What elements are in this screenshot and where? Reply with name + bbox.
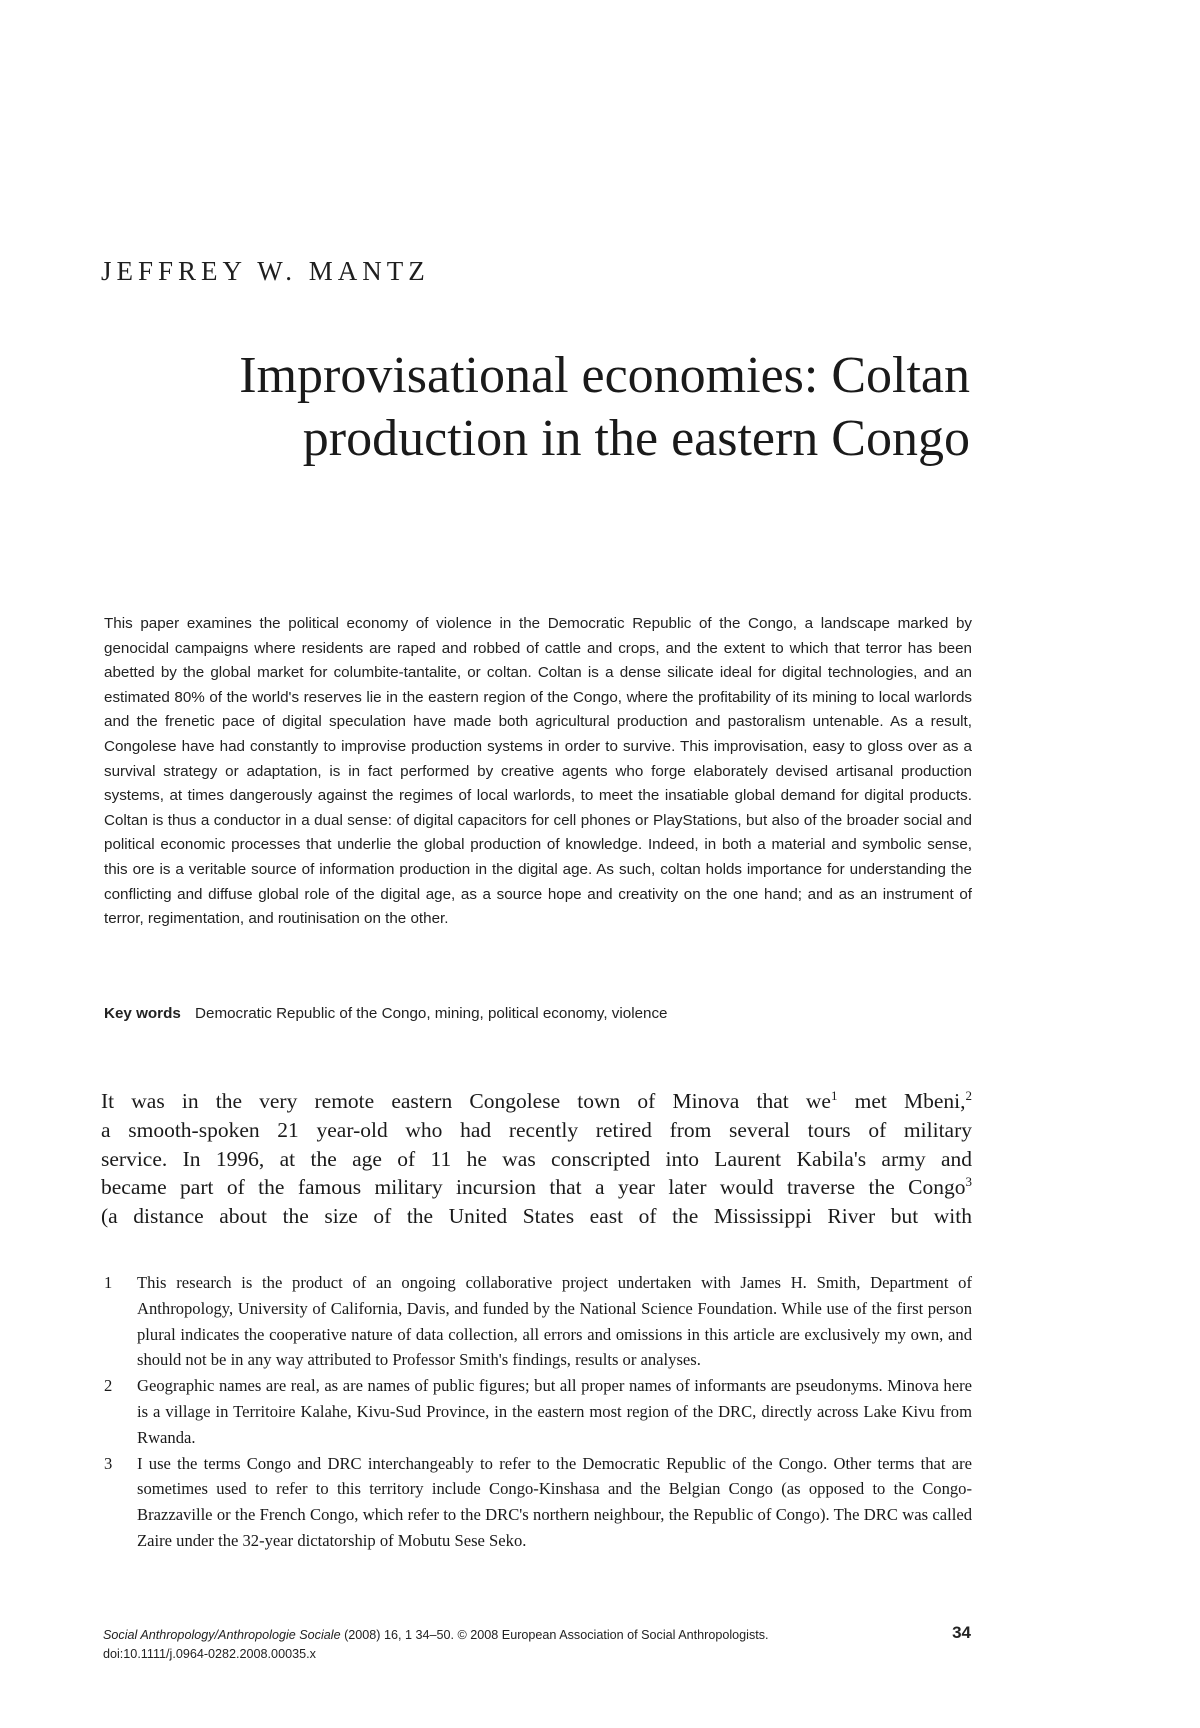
footnote-text: Geographic names are real, as are names of public figures; but all proper names of informants are pseudonyms. Minova here is a village in Territoire Kalahe, Kivu-Sud Province, in the eastern most region of the DRC, directly across Lake Kivu from Rwanda. [137, 1376, 972, 1447]
body-line: a smooth-spoken 21 year-old who had recently retired from several tours of military [101, 1117, 972, 1142]
author-name: JEFFREY W. MANTZ [101, 256, 430, 286]
journal-name: Social Anthropology/Anthropologie Sociale [103, 1628, 341, 1642]
footnote-ref[interactable]: 2 [965, 1087, 973, 1103]
footnote [101, 1270, 972, 1373]
body-text-segment: It was in the very remote eastern Congolese town of Minova that we [101, 1089, 831, 1113]
body-text-segment: became part of the famous military incursion that a year later would traverse the Congo [101, 1175, 966, 1200]
title-line-1: Improvisational economies: Coltan [239, 347, 970, 404]
footnote-ref[interactable]: 1 [830, 1087, 838, 1103]
citation-line [103, 1626, 971, 1645]
body-line: service. In 1996, at the age of 11 he was conscripted into Laurent Kabila's army and [101, 1146, 972, 1171]
footnote-text: I use the terms Congo and DRC interchangeably to refer to the Democratic Republic of the Congo. Other terms that are sometimes used to refer to this territory include Congo-Kinshasa and the Belgian Congo (as opposed to the Congo-Brazzaville or the French Congo, which refer to the DRC's northern neighbour, the Republic of Congo). The DRC was called Zaire under the 32-year dictatorship of Mobutu Sese Seko. [137, 1453, 972, 1550]
doi[interactable]: doi:10.1111/j.0964-0282.2008.00035.x [103, 1647, 316, 1661]
keywords [104, 1003, 972, 1025]
body-text [101, 1087, 972, 1231]
footnote [101, 1373, 972, 1450]
footnote-number: 3 [104, 1453, 113, 1473]
footnotes [101, 1270, 972, 1554]
abstract: This paper examines the political economy of violence in the Democratic Republic of the Congo, a landscape marked by genocidal campaigns where residents are raped and robbed of cattle and crops, and the extent to which that terror has been abetted by the global market for columbite-tantalite, or coltan. Coltan is a dense silicate ideal for digital technologies, and an estimated 80% of the world's reserves lie in the eastern region of the Congo, where the profitability of its mining to local warlords and the frenetic pace of digital speculation have made both agricultural production and pastoralism untenable. As a result, Congolese have had constantly to improvise production systems in order to survive. This improvisation, easy to gloss over as a survival strategy or adaptation, is in fact performed by creative agents who forge elaborately devised artisanal production systems, at times dangerously against the regimes of local warlords, to meet the insatiable global demand for digital products. Coltan is thus a conductor in a dual sense: of digital capacitors for cell phones or PlayStations, but also of the broader social and political economic processes that underlie the global production of knowledge. Indeed, in both a material and symbolic sense, this ore is a veritable source of information production in the digital age. As such, coltan holds importance for understanding the conflicting and diffuse global role of the digital age, as a source hope and creativity on the one hand; and as an instrument of terror, regimentation, and routinisation on the other. [104, 615, 972, 928]
keywords-list: Democratic Republic of the Congo, mining, political economy, violence [195, 1005, 668, 1022]
body-text-segment: met Mbeni, [837, 1089, 966, 1113]
body-line: (a distance about the size of the United States east of the Mississippi River but with [101, 1204, 972, 1229]
footnote-number: 2 [104, 1376, 113, 1396]
footnote-text: This research is the product of an ongoing collaborative project undertaken with James H. Smith, Department of Anthropology, University of California, Davis, and funded by the National Science Foundation. While use of the first person plural indicates the cooperative nature of data collection, all errors and omissions in this article are exclusively my own, and should not be in any way attributed to Professor Smith's findings, results or analyses. [137, 1273, 972, 1370]
citation-details: (2008) 16, 1 34–50. © 2008 European Association of Social Anthropologists. [340, 1628, 769, 1642]
footnote-number: 1 [104, 1273, 113, 1292]
keywords-label: Key words [104, 1005, 181, 1022]
footnote-ref[interactable]: 3 [965, 1174, 972, 1190]
footnote [101, 1451, 972, 1554]
page-number: 34 [952, 1623, 971, 1642]
body-line [101, 1087, 972, 1116]
body-line [101, 1173, 972, 1202]
page-footer [103, 1623, 971, 1664]
title-line-2: production in the eastern Congo [302, 410, 970, 467]
article-title [90, 344, 970, 470]
